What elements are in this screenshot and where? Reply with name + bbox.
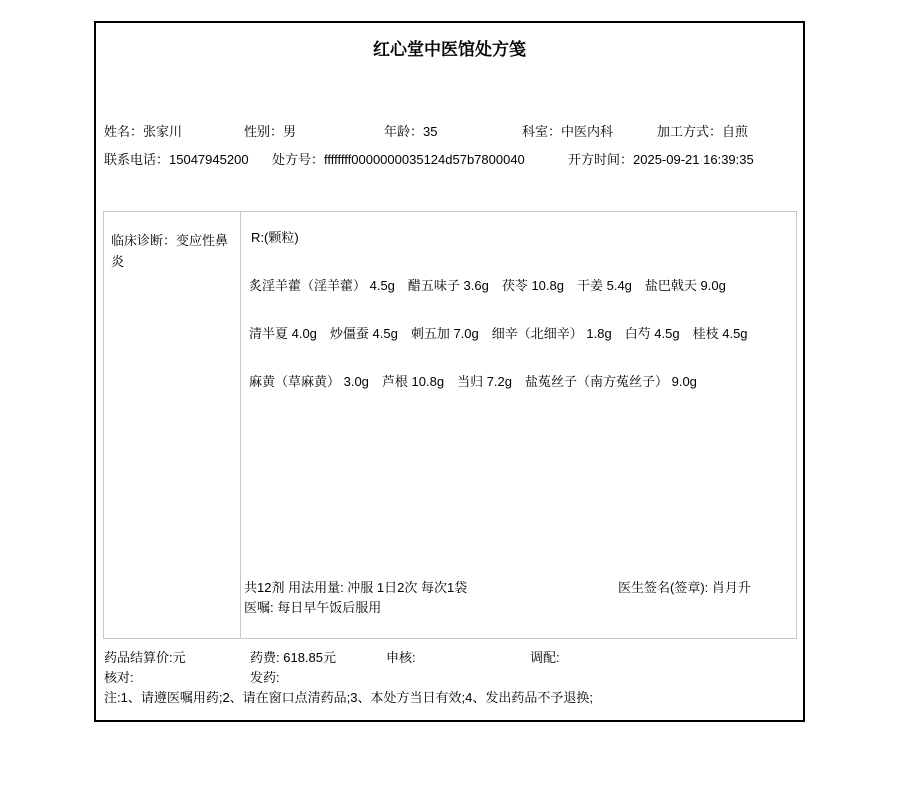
processing-value: 自煎 bbox=[722, 124, 749, 139]
herb-entry: 白芍 4.5g bbox=[624, 326, 680, 341]
instruction-label: 医嘱: bbox=[244, 600, 278, 615]
field-gender bbox=[244, 123, 296, 140]
doctor-signature-label: 医生签名(签章): bbox=[618, 580, 712, 595]
herb-entry: 干姜 5.4g bbox=[577, 278, 632, 293]
check-label: 核对: bbox=[104, 670, 134, 685]
instruction-line bbox=[244, 599, 381, 616]
field-phone bbox=[104, 151, 249, 168]
processing-label: 加工方式： bbox=[657, 124, 723, 139]
herb-entry: 醋五味子 3.6g bbox=[407, 278, 489, 293]
herb-entry: 炒僵蚕 4.5g bbox=[329, 326, 398, 341]
fee-value: 618.85元 bbox=[283, 650, 336, 665]
dispense-label: 发药: bbox=[250, 670, 280, 685]
field-dispense bbox=[250, 669, 280, 686]
rx-number-label: 处方号： bbox=[272, 152, 325, 167]
herb-entry: 芦根 10.8g bbox=[381, 374, 445, 389]
field-prepare bbox=[530, 649, 560, 666]
settle-price-label: 药品结算价: bbox=[104, 650, 173, 665]
field-review bbox=[386, 649, 416, 666]
herb-entry: 桂枝 4.5g bbox=[692, 326, 748, 341]
field-fee bbox=[250, 649, 336, 666]
field-processing-method bbox=[657, 123, 748, 140]
doctor-signature-value: 肖月升 bbox=[711, 580, 751, 595]
page-title: 红心堂中医馆处方笺 bbox=[373, 40, 526, 59]
field-issue-time bbox=[568, 151, 754, 168]
review-label: 申核: bbox=[386, 650, 416, 665]
gender-label: 性别： bbox=[244, 124, 284, 139]
gender-value: 男 bbox=[283, 124, 297, 139]
fee-label: 药费: bbox=[250, 650, 284, 665]
prescription-box bbox=[103, 211, 797, 639]
patient-name-value: 张家川 bbox=[143, 124, 183, 139]
herb-entry: 麻黄（草麻黄） 3.0g bbox=[249, 374, 369, 389]
footer-notes: 注:1、请遵医嘱用药;2、请在窗口点清药品;3、本处方当日有效;4、发出药品不予退换; bbox=[104, 690, 593, 705]
department-label: 科室： bbox=[522, 124, 562, 139]
settle-price-value: 元 bbox=[172, 650, 186, 665]
herb-row bbox=[249, 277, 739, 294]
instruction-value: 每日早午饭后服用 bbox=[277, 600, 382, 615]
diagnosis-label: 临床诊断： bbox=[111, 233, 177, 248]
prepare-label: 调配: bbox=[530, 650, 560, 665]
field-age bbox=[384, 123, 437, 140]
rx-form-label: R:(颗粒) bbox=[251, 230, 299, 245]
field-patient-name bbox=[104, 123, 182, 140]
usage-line: 共12剂 用法用量: 冲服 1日2次 每次1袋 bbox=[244, 580, 468, 595]
doctor-signature bbox=[618, 579, 751, 596]
department-value: 中医内科 bbox=[561, 124, 614, 139]
phone-label: 联系电话： bbox=[104, 152, 170, 167]
herb-entry: 当归 7.2g bbox=[457, 374, 512, 389]
field-settle-price bbox=[104, 649, 186, 666]
prescription-sheet bbox=[94, 21, 805, 722]
diagnosis-cell bbox=[104, 212, 241, 638]
diagnosis-value: 变应性鼻炎 bbox=[111, 233, 229, 269]
age-label: 年龄： bbox=[384, 124, 424, 139]
rx-content-cell bbox=[241, 212, 796, 638]
issue-time-label: 开方时间： bbox=[568, 152, 634, 167]
patient-name-label: 姓名： bbox=[104, 124, 144, 139]
field-rx-number bbox=[272, 151, 525, 168]
rx-number-value: ffffffff0000000035124d57b7800040 bbox=[324, 152, 525, 167]
herb-entry: 炙淫羊藿（淫羊藿） 4.5g bbox=[249, 278, 395, 293]
issue-time-value: 2025-09-21 16:39:35 bbox=[633, 152, 754, 167]
herb-entry: 盐巴戟天 9.0g bbox=[644, 278, 726, 293]
herb-entry: 茯苓 10.8g bbox=[501, 278, 564, 293]
herb-entry: 刺五加 7.0g bbox=[410, 326, 479, 341]
field-check bbox=[104, 669, 134, 686]
herb-entry: 细辛（北细辛） 1.8g bbox=[491, 326, 612, 341]
herb-entry: 盐菟丝子（南方菟丝子） 9.0g bbox=[525, 374, 697, 389]
herb-row bbox=[249, 373, 710, 390]
phone-value: 15047945200 bbox=[169, 152, 249, 167]
age-value: 35 bbox=[423, 124, 438, 139]
herb-row bbox=[249, 325, 761, 342]
field-department bbox=[522, 123, 613, 140]
herb-entry: 清半夏 4.0g bbox=[249, 326, 317, 341]
